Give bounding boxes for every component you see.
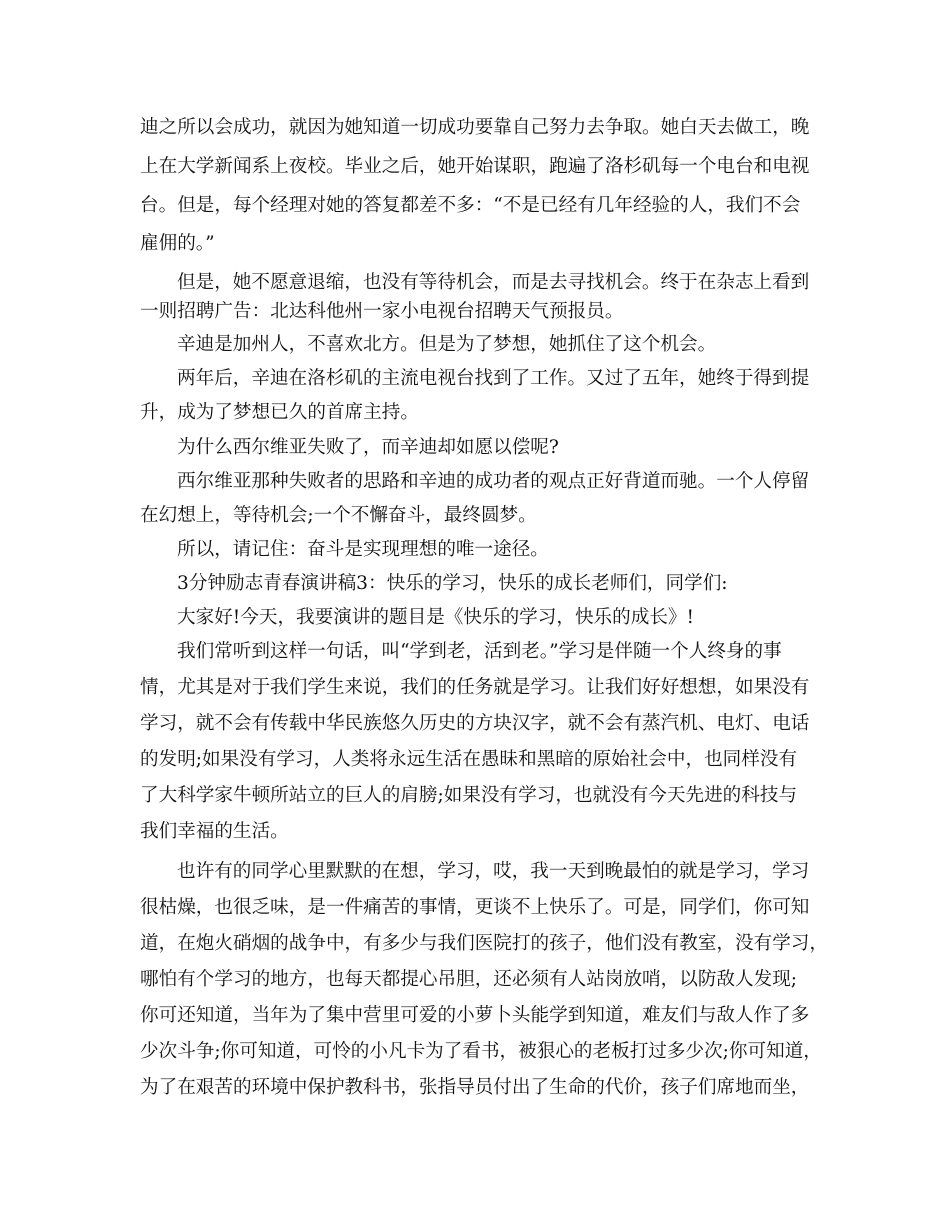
text-line: 所以，请记住：奋斗是实现理想的唯一途径。 — [177, 539, 549, 560]
text-line: 也许有的同学心里默默的在想，学习，哎，我一天到晚最怕的就是学习，学习 — [177, 861, 810, 882]
text-line: 少次斗争;你可知道，可怜的小凡卡为了看书，被狠心的老板打过多少次;你可知道， — [140, 1041, 822, 1062]
text-line: 台。但是，每个经理对她的答复都差不多：“不是已经有几年经验的人，我们不会 — [140, 195, 801, 216]
text-line: 一则招聘广告：北达科他州一家小电视台招聘天气预报员。 — [140, 301, 624, 322]
text-line: 迪之所以会成功，就因为她知道一切成功要靠自己努力去争取。她白天去做工，晚 — [140, 117, 810, 138]
text-line: 为什么西尔维亚失败了，而辛迪却如愿以偿呢? — [177, 437, 559, 458]
text-line: 3分钟励志青春演讲稿3：快乐的学习，快乐的成长老师们，同学们: — [177, 573, 728, 594]
text-line: 哪怕有个学习的地方，也每天都提心吊胆，还必须有人站岗放哨，以防敌人发现; — [140, 969, 798, 990]
text-line: 上在大学新闻系上夜校。毕业之后，她开始谋职，跑遍了洛杉矶每一个电台和电视 — [140, 156, 810, 177]
text-line: 大家好!今天，我要演讲的题目是《快乐的学习，快乐的成长》! — [177, 607, 694, 628]
text-line: 的发明;如果没有学习，人类将永远生活在愚昧和黑暗的原始社会中，也同样没有 — [140, 749, 798, 770]
text-line: 雇佣的。” — [140, 233, 215, 254]
text-line: 道，在炮火硝烟的战争中，有多少与我们医院打的孩子，他们没有教室，没有学习， — [140, 933, 828, 954]
text-line: 了大科学家牛顿所站立的巨人的肩膀;如果没有学习，也就没有今天先进的科技与 — [140, 785, 798, 806]
text-line: 辛迪是加州人，不喜欢北方。但是为了梦想，她抓住了这个机会。 — [177, 334, 717, 355]
text-line: 你可还知道，当年为了集中营里可爱的小萝卜头能学到知道，难友们与敌人作了多 — [140, 1005, 810, 1026]
text-line: 学习，就不会有传载中华民族悠久历史的方块汉字，就不会有蒸汽机、电灯、电话 — [140, 713, 810, 734]
text-line: 西尔维亚那种失败者的思路和辛迪的成功者的观点正好背道而驰。一个人停留 — [177, 471, 810, 492]
text-line: 两年后，辛迪在洛杉矶的主流电视台找到了工作。又过了五年，她终于得到提 — [177, 368, 810, 389]
text-line: 我们幸福的生活。 — [140, 821, 289, 842]
text-line: 情，尤其是对于我们学生来说，我们的任务就是学习。让我们好好想想，如果没有 — [140, 677, 810, 698]
text-line: 很枯燥，也很乏味，是一件痛苦的事情，更谈不上快乐了。可是，同学们，你可知 — [140, 897, 810, 918]
text-line: 我们常听到这样一句话，叫“学到老，活到老。”学习是伴随一个人终身的事 — [177, 641, 782, 662]
text-line: 在幻想上，等待机会;一个不懈奋斗，最终圆梦。 — [140, 505, 537, 526]
text-line: 为了在艰苦的环境中保护教科书，张指导员付出了生命的代价，孩子们席地而坐， — [140, 1077, 810, 1098]
text-line: 升，成为了梦想已久的首席主持。 — [140, 402, 419, 423]
text-line: 但是，她不愿意退缩，也没有等待机会，而是去寻找机会。终于在杂志上看到 — [177, 272, 810, 293]
